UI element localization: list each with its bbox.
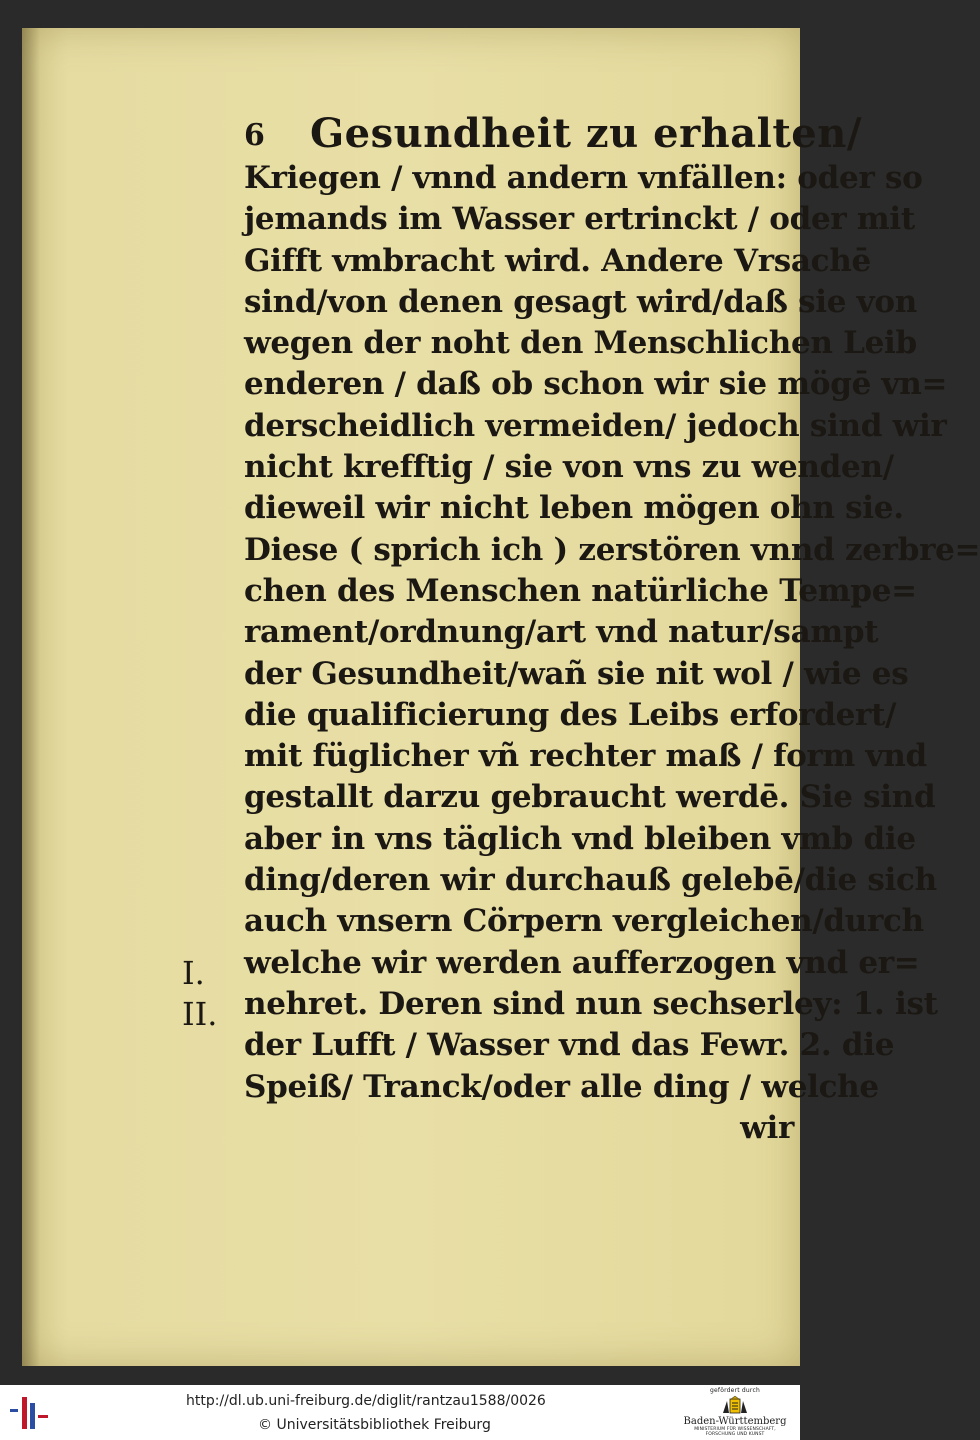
page-number: 6 [244,118,265,153]
text-line: aber in vns täglich vnd bleiben vmb die [244,820,916,857]
text-line: der Gesundheit/wañ sie nit wol / wie es [244,655,909,692]
ub-freiburg-logo-icon [10,1395,50,1431]
sponsor-logo [680,1387,790,1437]
text-line: ding/deren wir durchauß gelebē/die sich [244,862,937,899]
running-head: Gesundheit zu erhalten/ [310,110,862,157]
text-line: die qualificierung des Leibs erfordert/ [244,696,897,733]
crest-icon [720,1395,750,1417]
text-line: Speiß/ Tranck/oder alle ding / welche [244,1068,879,1105]
text-line: welche wir werden aufferzogen vnd er= [244,944,920,981]
text-line: gestallt darzu gebraucht werdē. Sie sind [244,779,936,816]
text-line: chen des Menschen natürliche Tempe= [244,572,917,609]
book-page [22,28,980,1366]
text-line: der Lufft / Wasser vnd das Fewr. 2. die [244,1027,895,1064]
catchword: wir [740,1109,794,1146]
sponsor-name: Baden-Württemberg [683,1416,787,1427]
permalink-link[interactable]: http://dl.ub.uni-freiburg.de/diglit/rantzau1588/0026 [186,1393,546,1409]
text-block [232,100,980,1149]
text-line: Diese ( sprich ich ) zerstören vnnd zerbre= [244,531,980,568]
page-header [232,100,862,158]
text-line: Gifft vmbracht wird. Andere Vrsachē [244,242,871,279]
sponsor-label: gefördert durch [710,1387,760,1394]
text-line: sind/von denen gesagt wird/daß sie von [244,283,917,320]
footer-bar [0,1385,800,1440]
text-line: nehret. Deren sind nun sechserley: 1. ist [244,985,938,1022]
text-line: rament/ordnung/art vnd natur/sampt [244,614,879,651]
text-line: nicht krefftig / sie von vns zu wenden/ [244,449,894,486]
text-line: auch vnsern Cörpern vergleichen/durch [244,903,924,940]
text-line: jemands im Wasser ertrinckt / oder mit [244,201,915,238]
margin-note-ii: II. [182,995,218,1033]
margin-note-i: I. [182,954,205,992]
text-line: mit füglicher vñ rechter maß / form vnd [244,738,927,775]
text-line: wegen der noht den Menschlichen Leib [244,325,917,362]
text-line: enderen / daß ob schon wir sie mögē vn= [244,366,948,403]
copyright-text: © Universitätsbibliothek Freiburg [258,1417,491,1433]
text-line: derscheidlich vermeiden/ jedoch sind wir [244,407,947,444]
text-line: dieweil wir nicht leben mögen ohn sie. [244,490,904,527]
text-line: Kriegen / vnnd andern vnfällen: oder so [244,160,923,196]
sponsor-ministry: MINISTERIUM FÜR WISSENSCHAFT, FORSCHUNG UND KUNST [694,1427,776,1437]
